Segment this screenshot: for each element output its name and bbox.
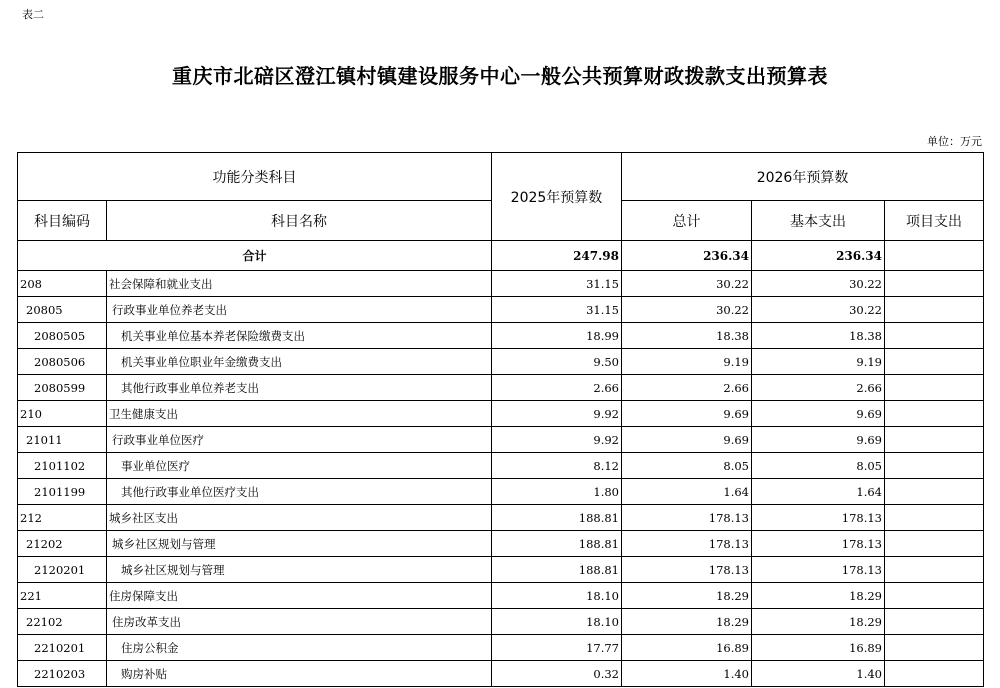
row-budget-2025: 18.10: [492, 583, 622, 609]
header-basic: 基本支出: [752, 201, 885, 241]
table-row: [18, 427, 984, 453]
row-name: 其他行政事业单位养老支出: [107, 375, 492, 401]
row-total-2026: 18.38: [622, 323, 752, 349]
table-row: [18, 635, 984, 661]
row-total-2026: 18.29: [622, 609, 752, 635]
table-row: [18, 271, 984, 297]
row-total-2026: 18.29: [622, 583, 752, 609]
header-name: 科目名称: [107, 201, 492, 241]
row-code: 2080599: [18, 375, 107, 401]
row-basic-2026: 8.05: [752, 453, 885, 479]
table-row: [18, 349, 984, 375]
row-code: 21011: [18, 427, 107, 453]
row-total-2026: 16.89: [622, 635, 752, 661]
row-budget-2025: 9.50: [492, 349, 622, 375]
row-budget-2025: 0.32: [492, 661, 622, 687]
row-project-2026: [885, 661, 984, 687]
row-basic-2026: 18.29: [752, 583, 885, 609]
row-code: 2080505: [18, 323, 107, 349]
row-budget-2025: 18.10: [492, 609, 622, 635]
row-total-2026: 1.40: [622, 661, 752, 687]
row-budget-2025: 18.99: [492, 323, 622, 349]
row-basic-2026: 30.22: [752, 271, 885, 297]
row-code: 20805: [18, 297, 107, 323]
table-row: [18, 401, 984, 427]
row-name: 事业单位医疗: [107, 453, 492, 479]
row-name: 住房公积金: [107, 635, 492, 661]
row-basic-2026: 1.64: [752, 479, 885, 505]
unit-label: 单位：万元: [927, 135, 982, 148]
row-code: 210: [18, 401, 107, 427]
table-row: [18, 297, 984, 323]
row-project-2026: [885, 375, 984, 401]
row-total-2026: 178.13: [622, 557, 752, 583]
row-budget-2025: 31.15: [492, 271, 622, 297]
row-code: 2080506: [18, 349, 107, 375]
row-project-2026: [885, 531, 984, 557]
budget-table: [17, 152, 984, 687]
row-name: 机关事业单位基本养老保险缴费支出: [107, 323, 492, 349]
row-basic-2026: 30.22: [752, 297, 885, 323]
row-budget-2025: 188.81: [492, 505, 622, 531]
total-project-2026: [885, 241, 984, 271]
row-code: 2210203: [18, 661, 107, 687]
row-total-2026: 178.13: [622, 531, 752, 557]
row-name: 其他行政事业单位医疗支出: [107, 479, 492, 505]
row-total-2026: 1.64: [622, 479, 752, 505]
row-name: 住房保障支出: [107, 583, 492, 609]
row-budget-2025: 31.15: [492, 297, 622, 323]
row-project-2026: [885, 479, 984, 505]
row-total-2026: 178.13: [622, 505, 752, 531]
table-row: [18, 661, 984, 687]
table-row: [18, 531, 984, 557]
header-budget-2026: 2026年预算数: [622, 153, 984, 201]
row-total-2026: 30.22: [622, 297, 752, 323]
row-basic-2026: 9.69: [752, 427, 885, 453]
row-project-2026: [885, 609, 984, 635]
row-project-2026: [885, 557, 984, 583]
header-project: 项目支出: [885, 201, 984, 241]
row-basic-2026: 178.13: [752, 557, 885, 583]
row-basic-2026: 18.29: [752, 609, 885, 635]
table-row: [18, 557, 984, 583]
row-total-2026: 9.19: [622, 349, 752, 375]
row-code: 212: [18, 505, 107, 531]
total-2026: 236.34: [622, 241, 752, 271]
row-basic-2026: 1.40: [752, 661, 885, 687]
row-basic-2026: 16.89: [752, 635, 885, 661]
row-project-2026: [885, 635, 984, 661]
row-basic-2026: 178.13: [752, 531, 885, 557]
row-name: 购房补贴: [107, 661, 492, 687]
row-name: 城乡社区支出: [107, 505, 492, 531]
row-name: 住房改革支出: [107, 609, 492, 635]
row-name: 机关事业单位职业年金缴费支出: [107, 349, 492, 375]
row-project-2026: [885, 297, 984, 323]
row-total-2026: 9.69: [622, 427, 752, 453]
row-budget-2025: 2.66: [492, 375, 622, 401]
row-basic-2026: 9.19: [752, 349, 885, 375]
total-row: [18, 241, 984, 271]
table-row: [18, 375, 984, 401]
row-budget-2025: 17.77: [492, 635, 622, 661]
row-code: 221: [18, 583, 107, 609]
row-budget-2025: 188.81: [492, 557, 622, 583]
row-budget-2025: 8.12: [492, 453, 622, 479]
header-total: 总计: [622, 201, 752, 241]
row-project-2026: [885, 427, 984, 453]
table-row: [18, 583, 984, 609]
row-project-2026: [885, 583, 984, 609]
row-total-2026: 8.05: [622, 453, 752, 479]
row-budget-2025: 188.81: [492, 531, 622, 557]
table-label: 表二: [22, 8, 44, 21]
row-name: 行政事业单位医疗: [107, 427, 492, 453]
row-total-2026: 9.69: [622, 401, 752, 427]
page-title: 重庆市北碚区澄江镇村镇建设服务中心一般公共预算财政拨款支出预算表: [172, 64, 828, 88]
row-code: 22102: [18, 609, 107, 635]
row-code: 2101199: [18, 479, 107, 505]
row-code: 208: [18, 271, 107, 297]
row-name: 行政事业单位养老支出: [107, 297, 492, 323]
header-function-class: 功能分类科目: [18, 153, 492, 201]
table-row: [18, 505, 984, 531]
row-code: 2210201: [18, 635, 107, 661]
row-basic-2026: 2.66: [752, 375, 885, 401]
table-row: [18, 323, 984, 349]
row-project-2026: [885, 271, 984, 297]
row-code: 2101102: [18, 453, 107, 479]
row-code: 21202: [18, 531, 107, 557]
row-name: 城乡社区规划与管理: [107, 531, 492, 557]
row-name: 卫生健康支出: [107, 401, 492, 427]
row-total-2026: 2.66: [622, 375, 752, 401]
table-row: [18, 479, 984, 505]
table-row: [18, 609, 984, 635]
row-basic-2026: 178.13: [752, 505, 885, 531]
row-project-2026: [885, 323, 984, 349]
total-basic-2026: 236.34: [752, 241, 885, 271]
table-row: [18, 453, 984, 479]
row-budget-2025: 9.92: [492, 401, 622, 427]
row-code: 2120201: [18, 557, 107, 583]
row-basic-2026: 18.38: [752, 323, 885, 349]
row-project-2026: [885, 349, 984, 375]
total-budget-2025: 247.98: [492, 241, 622, 271]
row-name: 社会保障和就业支出: [107, 271, 492, 297]
row-basic-2026: 9.69: [752, 401, 885, 427]
header-budget-2025: 2025年预算数: [492, 153, 622, 241]
row-project-2026: [885, 401, 984, 427]
row-project-2026: [885, 505, 984, 531]
row-budget-2025: 1.80: [492, 479, 622, 505]
row-name: 城乡社区规划与管理: [107, 557, 492, 583]
row-budget-2025: 9.92: [492, 427, 622, 453]
total-label: 合计: [18, 241, 492, 271]
row-project-2026: [885, 453, 984, 479]
row-total-2026: 30.22: [622, 271, 752, 297]
header-row-1: [18, 153, 984, 201]
header-code: 科目编码: [18, 201, 107, 241]
